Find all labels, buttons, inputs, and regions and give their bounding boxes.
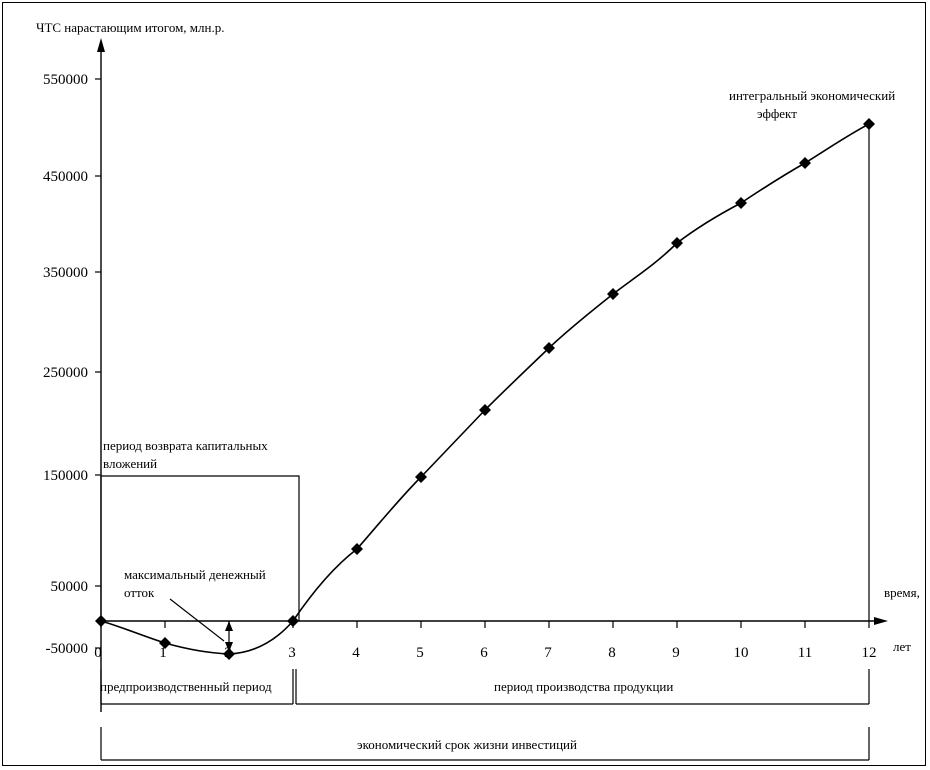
x-tick-label: 6 <box>480 645 488 661</box>
x-tick-label: 8 <box>608 645 616 661</box>
x-tick-label: 4 <box>352 645 360 661</box>
x-tick-label: 11 <box>797 645 813 661</box>
x-tick-label: 3 <box>288 645 296 661</box>
y-tick-label: -50000 <box>45 641 88 657</box>
max-cash-outflow-label-line2: отток <box>124 585 155 600</box>
y-tick-label: 250000 <box>43 365 88 381</box>
y-tick-label: 150000 <box>43 468 88 484</box>
capital-return-period-label-line2: вложений <box>103 456 158 471</box>
x-tick-label: 7 <box>544 645 552 661</box>
x-tick-label: 2 <box>224 645 232 661</box>
x-tick-label: 9 <box>672 645 680 661</box>
preproduction-period-label: предпроизводственный период <box>100 679 272 694</box>
integral-economic-effect-label-line2: эффект <box>757 106 797 121</box>
capital-return-period-label-line1: период возврата капитальных <box>103 438 268 453</box>
production-period-label: период производства продукции <box>494 679 674 694</box>
y-tick-label: 450000 <box>43 169 88 185</box>
max-cash-outflow-label-line1: максимальный денежный <box>124 567 266 582</box>
x-axis-title-line1: время, <box>884 585 920 600</box>
y-axis-title: ЧТС нарастающим итогом, млн.р. <box>36 20 225 35</box>
y-tick-marks <box>95 79 101 648</box>
y-tick-label: 350000 <box>43 265 88 281</box>
y-axis-arrow <box>97 38 105 52</box>
x-tick-label: 5 <box>416 645 424 661</box>
x-axis-title-line2: лет <box>893 639 911 654</box>
x-tick-label: 1 <box>159 645 167 661</box>
economic-life-of-investment-label: экономический срок жизни инвестиций <box>357 737 577 752</box>
x-tick-label: 12 <box>861 645 877 661</box>
x-tick-marks <box>101 621 869 628</box>
integral-economic-effect-label-line1: интегральный экономический <box>729 88 896 103</box>
x-tick-label: 10 <box>733 645 749 661</box>
x-axis-arrow <box>874 617 888 625</box>
y-tick-label: 550000 <box>43 72 88 88</box>
x-tick-label: 0 <box>94 645 102 661</box>
y-tick-label: 50000 <box>50 579 88 595</box>
